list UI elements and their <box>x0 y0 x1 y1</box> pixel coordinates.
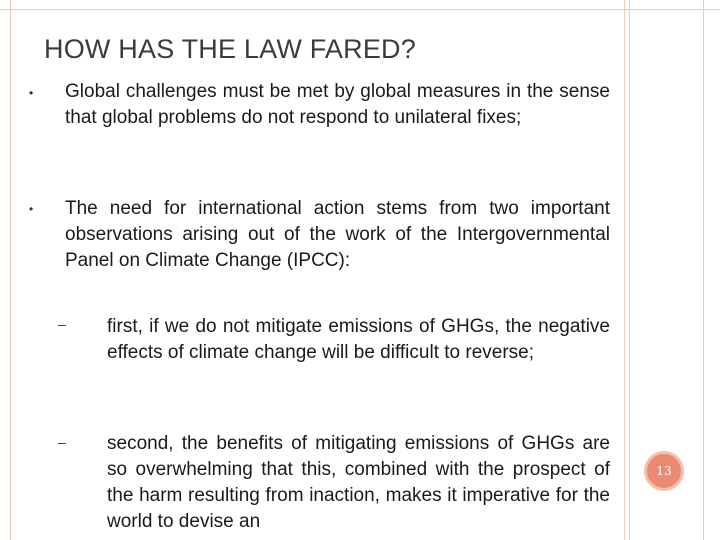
frame-line-left <box>10 0 11 540</box>
bullet-text: The need for international action stems from two important observations arising out of the work of the Intergovernmental Panel on Climate Change (IPCC): <box>65 198 610 271</box>
bullet-text: Global challenges must be met by global measures in the sense that global problems do not respond to unilateral fixes; <box>65 81 610 128</box>
frame-line-right-mid <box>629 0 630 540</box>
sub-bullet-marker: – <box>58 316 66 332</box>
sub-bullet-marker: – <box>58 434 66 450</box>
sub-bullet-text: first, if we do not mitigate emissions of GHGs, the negative effects of climate change will be difficult to reverse; <box>107 316 610 363</box>
bullet-marker: • <box>29 202 34 216</box>
page-number-badge: 13 <box>644 451 684 491</box>
frame-line-right-inner <box>624 0 625 540</box>
slide-title: HOW HAS THE LAW FARED? <box>44 34 416 64</box>
sub-bullet-text: second, the benefits of mitigating emissions of GHGs are so overwhelming that this, combined with the prospect of the harm resulting from inaction, makes it imperative for the world to devise an <box>107 433 610 532</box>
frame-line-top <box>0 9 720 10</box>
frame-line-right-outer <box>703 0 704 540</box>
bullet-marker: • <box>29 86 34 100</box>
